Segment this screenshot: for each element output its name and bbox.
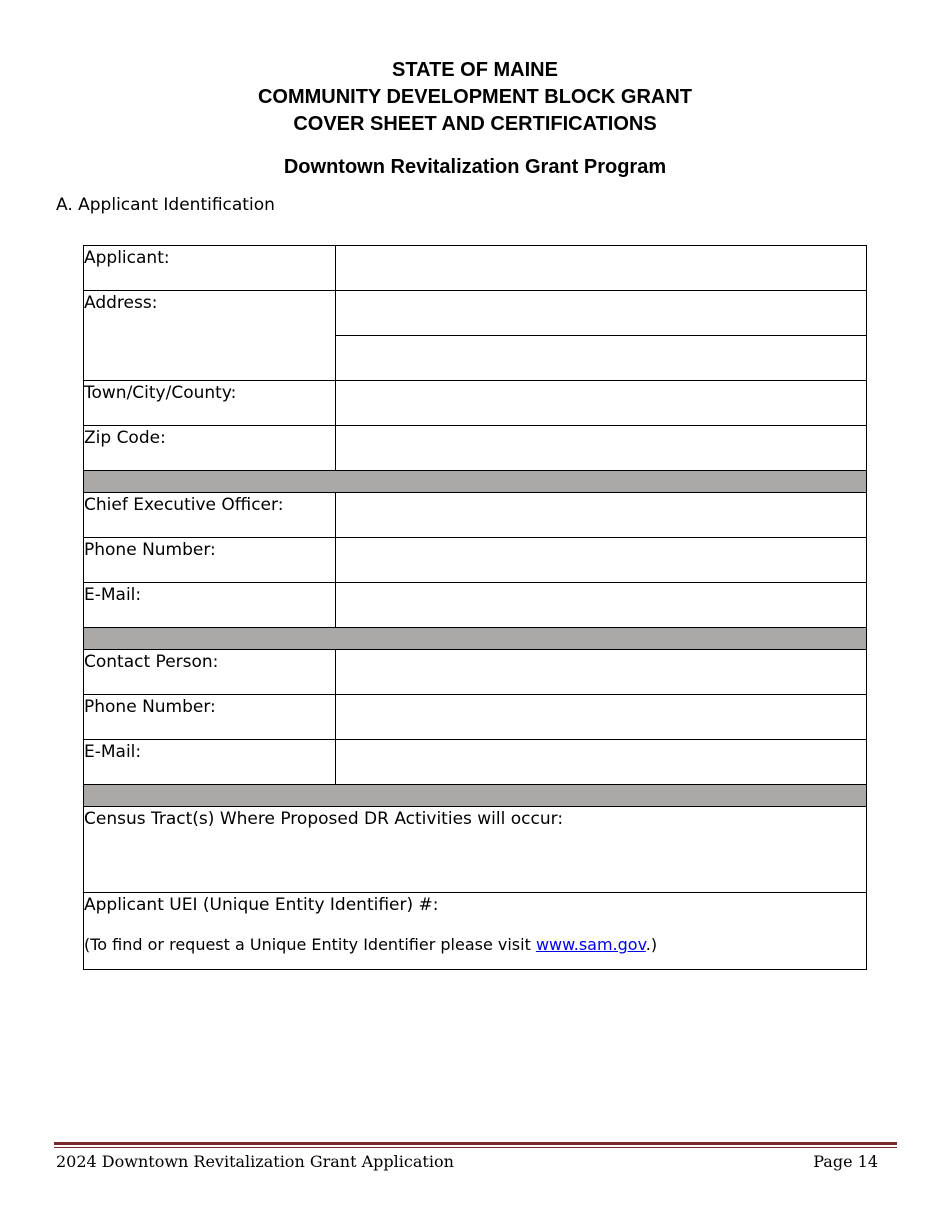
divider-row <box>84 471 867 493</box>
census-tract-label: Census Tract(s) Where Proposed DR Activities will occur: <box>84 809 564 829</box>
ceo-phone-label-cell <box>84 538 336 583</box>
zip-label: Zip Code: <box>84 428 166 448</box>
sam-gov-link[interactable]: www.sam.gov <box>535 935 646 954</box>
table-row <box>84 893 867 970</box>
ceo-field[interactable] <box>336 493 867 538</box>
table-row <box>84 807 867 893</box>
divider-row <box>84 628 867 650</box>
contact-email-label: E-Mail: <box>84 742 142 762</box>
title-line-2: COMMUNITY DEVELOPMENT BLOCK GRANT <box>257 86 693 108</box>
uei-field[interactable] <box>84 893 867 970</box>
applicant-field[interactable] <box>336 246 867 291</box>
census-tract-field[interactable] <box>84 807 867 893</box>
contact-phone-label: Phone Number: <box>84 697 216 717</box>
footer-page-number: Page 14 <box>813 1152 878 1171</box>
town-field[interactable] <box>336 381 867 426</box>
contact-label-cell <box>84 650 336 695</box>
town-label: Town/City/County: <box>84 383 237 403</box>
address-label: Address: <box>84 293 158 313</box>
footer-document-name: 2024 Downtown Revitalization Grant Application <box>56 1152 454 1171</box>
footer-rule <box>54 1142 897 1145</box>
applicant-identification-table <box>83 245 867 970</box>
zip-label-cell <box>84 426 336 471</box>
title-line-1: STATE OF MAINE <box>392 59 558 81</box>
shaded-divider <box>84 628 867 650</box>
uei-note-suffix: .) <box>645 935 658 954</box>
contact-phone-field[interactable] <box>336 695 867 740</box>
ceo-phone-label: Phone Number: <box>84 540 216 560</box>
title-line-3: COVER SHEET AND CERTIFICATIONS <box>293 113 657 135</box>
address-label-cell <box>84 291 336 381</box>
document-title <box>0 57 950 138</box>
ceo-label: Chief Executive Officer: <box>84 495 284 515</box>
ceo-email-label-cell <box>84 583 336 628</box>
address-line-2-field[interactable] <box>336 336 867 381</box>
town-label-cell <box>84 381 336 426</box>
contact-email-label-cell <box>84 740 336 785</box>
contact-phone-label-cell <box>84 695 336 740</box>
contact-email-field[interactable] <box>336 740 867 785</box>
ceo-email-field[interactable] <box>336 583 867 628</box>
applicant-label-cell <box>84 246 336 291</box>
contact-field[interactable] <box>336 650 867 695</box>
shaded-divider <box>84 471 867 493</box>
divider-row <box>84 785 867 807</box>
table-row <box>84 291 867 336</box>
zip-field[interactable] <box>336 426 867 471</box>
address-line-1-field[interactable] <box>336 291 867 336</box>
table-row <box>84 695 867 740</box>
program-title: Downtown Revitalization Grant Program <box>283 156 667 178</box>
ceo-label-cell <box>84 493 336 538</box>
table-row <box>84 538 867 583</box>
uei-note <box>84 935 866 955</box>
table-row <box>84 381 867 426</box>
table-row <box>84 740 867 785</box>
ceo-phone-field[interactable] <box>336 538 867 583</box>
uei-label: Applicant UEI (Unique Entity Identifier) #: <box>84 895 439 915</box>
table-row <box>84 650 867 695</box>
ceo-email-label: E-Mail: <box>84 585 142 605</box>
footer-rule-thin <box>54 1147 897 1148</box>
table-row <box>84 426 867 471</box>
contact-label: Contact Person: <box>84 652 219 672</box>
applicant-label: Applicant: <box>84 248 170 268</box>
table-row <box>84 493 867 538</box>
table-row <box>84 583 867 628</box>
shaded-divider <box>84 785 867 807</box>
section-heading: A. Applicant Identification <box>56 195 275 215</box>
table-row <box>84 246 867 291</box>
uei-note-prefix: (To find or request a Unique Entity Identifier please visit <box>84 935 536 954</box>
